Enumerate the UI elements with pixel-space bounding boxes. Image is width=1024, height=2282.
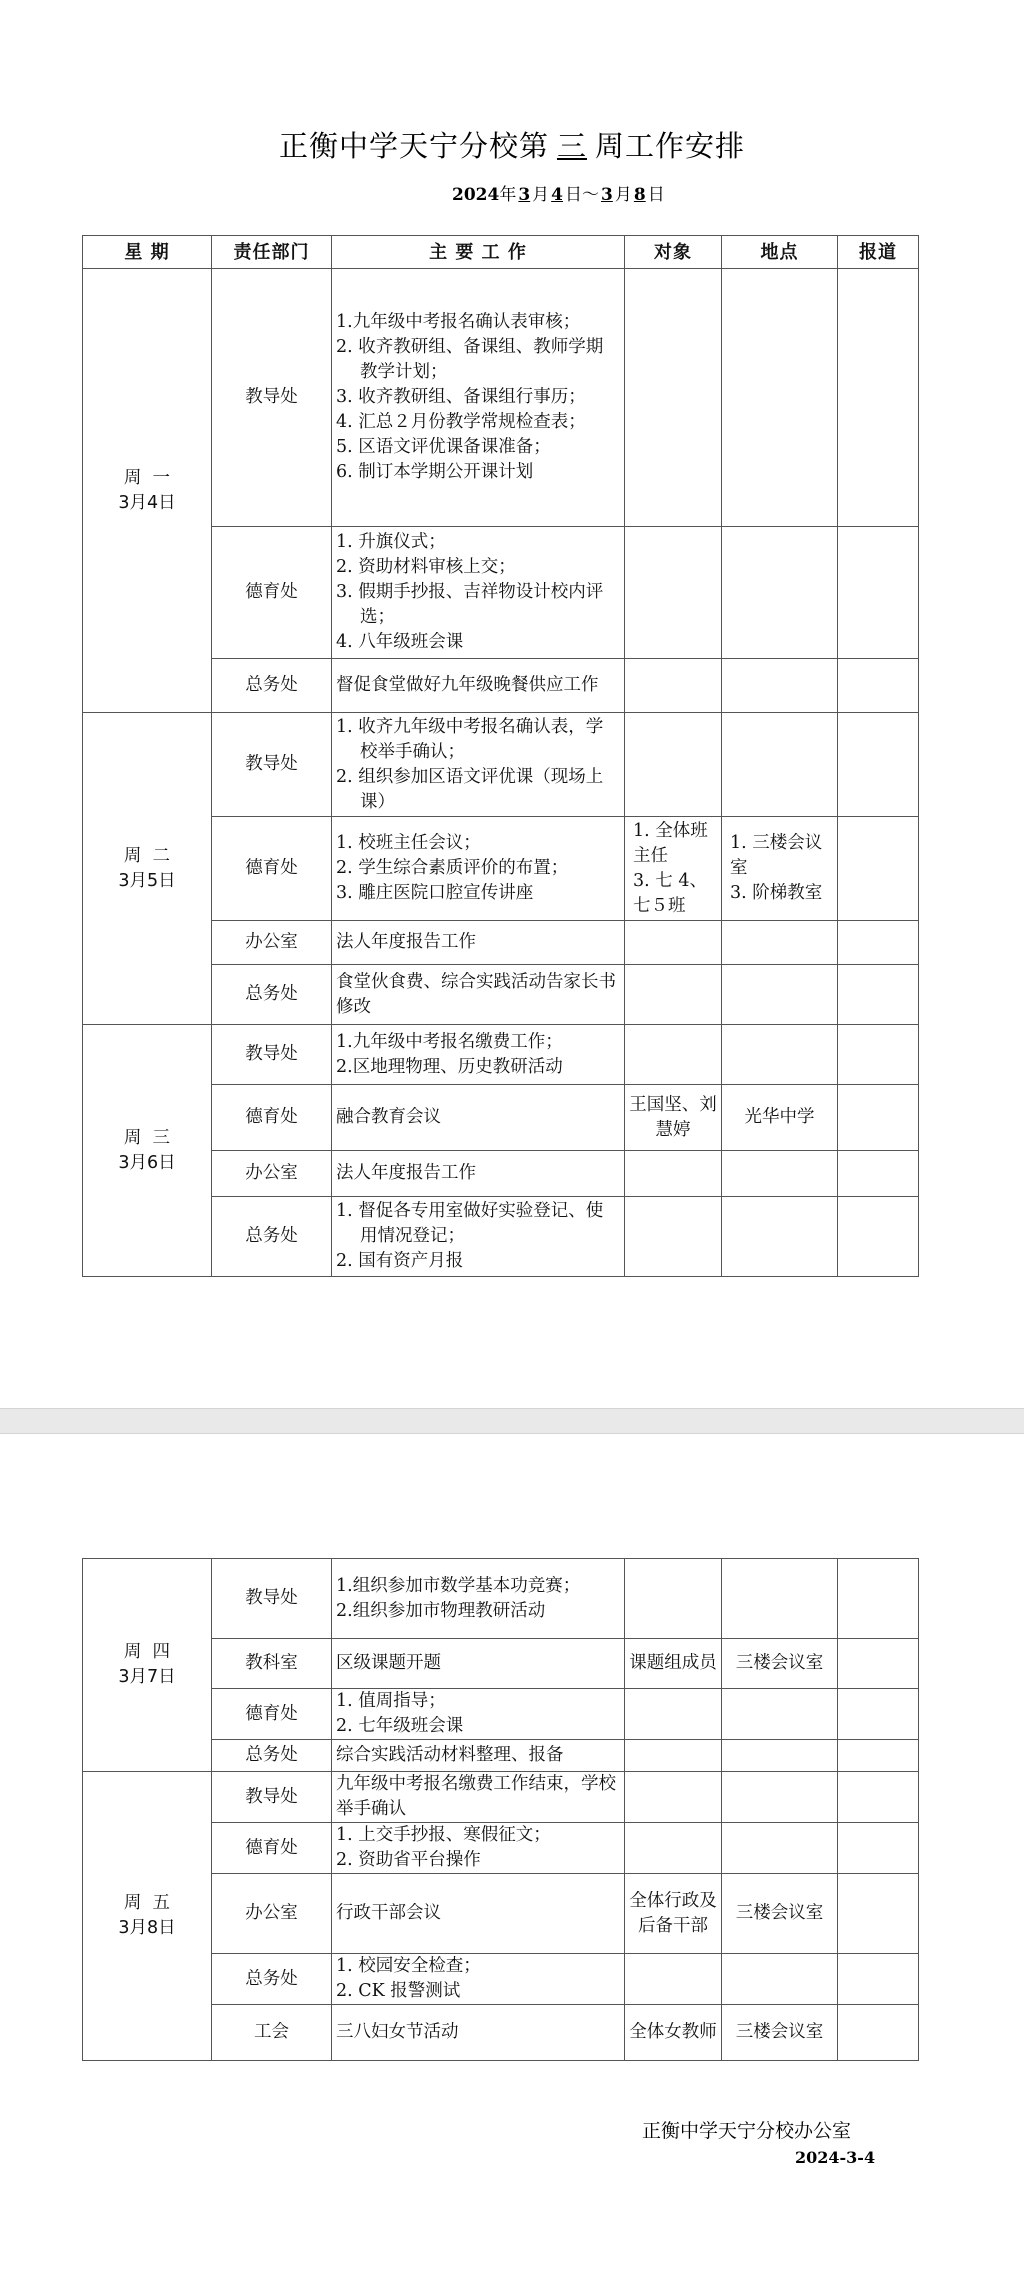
dept-cell: 教导处 [212,1025,332,1085]
target-cell [625,1823,722,1874]
work-item: 2. 组织参加区语文评优课（现场上课） [336,766,604,812]
document-title [0,124,1024,165]
work-cell [332,1085,625,1151]
report-cell [838,269,919,527]
work-cell [332,1559,625,1639]
place-cell [722,659,838,713]
target-cell [625,713,722,817]
report-cell [838,921,919,965]
target-cell [625,1151,722,1197]
dept-cell: 德育处 [212,1823,332,1874]
date-range [452,180,665,205]
day-group-mon [83,269,919,713]
date-end-month: 3 [601,185,613,205]
work-item: 1. 校班主任会议； [336,833,481,853]
work-item: 1.九年级中考报名缴费工作； [336,1031,563,1052]
report-cell [838,1197,919,1277]
target-cell [625,965,722,1025]
day-date: 3月4日 [118,492,176,513]
place-cell [722,1954,838,2005]
work-item: 九年级中考报名缴费工作结束，学校举手确认 [336,1774,616,1819]
report-cell [838,659,919,713]
work-item: 督促食堂做好九年级晚餐供应工作 [336,675,599,695]
report-cell [838,713,919,817]
place-cell [722,965,838,1025]
day-date: 3月6日 [118,1152,176,1173]
work-item: 6. 制订本学期公开课计划 [336,462,534,482]
work-item: 1. 上交手抄报、寒假征文； [336,1825,551,1845]
work-cell [332,1772,625,1823]
work-cell [332,1639,625,1689]
report-cell [838,1689,919,1740]
target-cell: 1. 全体班主任 3. 七 4、七５班 [625,817,722,921]
day-name: 周 五 [123,1893,171,1913]
work-item: 2.组织参加市物理教研活动 [336,1600,546,1621]
target-cell [625,1197,722,1277]
work-cell [332,527,625,659]
work-cell [332,1874,625,1954]
report-cell [838,1085,919,1151]
date-end-day: 8 [633,185,646,205]
dept-cell: 教导处 [212,269,332,527]
work-cell [332,1954,625,2005]
work-item: 2. CK 报警测试 [336,1981,461,2001]
work-item: 2. 资助省平台操作 [336,1850,481,1870]
work-item: 1. 督促各专用室做好实验登记、使用情况登记； [336,1201,604,1246]
work-item: 2. 学生综合素质评价的布置； [336,858,569,878]
report-cell [838,817,919,921]
place-cell [722,527,838,659]
target-cell [625,1772,722,1823]
date-yue2: 月 [614,185,632,205]
table-row [83,1772,919,1823]
header-report: 报道 [838,236,919,269]
work-item: 食堂伙食费、综合实践活动告家长书修改 [336,971,616,1017]
dept-cell: 教导处 [212,1772,332,1823]
target-cell [625,921,722,965]
place-cell: 1. 三楼会议室 3. 阶梯教室 [722,817,838,921]
place-cell [722,1823,838,1874]
table-row [83,1559,919,1639]
work-item: 综合实践活动材料整理、报备 [336,1745,564,1765]
day-cell [83,1025,212,1277]
work-item: 融合教育会议 [336,1107,441,1127]
target-cell [625,1954,722,2005]
target-cell: 王国坚、刘慧婷 [625,1085,722,1151]
work-item: 2. 七年级班会课 [336,1716,464,1736]
report-cell [838,1151,919,1197]
day-name: 周 四 [123,1642,171,1662]
day-group-fri [83,1772,919,2061]
place-cell [722,1559,838,1639]
target-cell [625,527,722,659]
target-cell [625,1689,722,1740]
place-cell [722,1197,838,1277]
work-item: 1. 校园安全检查； [336,1956,481,1976]
work-cell [332,817,625,921]
page-2 [0,1434,1024,2282]
work-item: 2. 资助材料审核上交； [336,557,516,577]
day-date: 3月5日 [118,870,176,891]
header-dept: 责任部门 [212,236,332,269]
report-cell [838,965,919,1025]
report-cell [838,1639,919,1689]
report-cell [838,1823,919,1874]
place-cell [722,1689,838,1740]
date-start-day: 4 [551,185,564,205]
dept-cell: 办公室 [212,1151,332,1197]
dept-cell: 办公室 [212,1874,332,1954]
date-nian: 年 [499,185,517,205]
report-cell [838,1025,919,1085]
header-place: 地点 [722,236,838,269]
dept-cell: 总务处 [212,1954,332,2005]
day-cell [83,1772,212,2061]
table-row [83,713,919,817]
day-name: 周 一 [123,467,171,488]
table-row [83,1025,919,1085]
footer-date: 2024-3-4 [795,2148,876,2167]
report-cell [838,1559,919,1639]
work-cell [332,659,625,713]
header-work: 主 要 工 作 [332,236,625,269]
date-ri1: 日～ [565,185,600,205]
target-cell: 全体行政及后备干部 [625,1874,722,1954]
work-cell [332,1151,625,1197]
work-item: 2. 收齐教研组、备课组、教师学期教学计划； [336,337,604,382]
day-name: 周 三 [123,1127,171,1148]
date-year: 2024 [452,185,500,205]
date-yue1: 月 [532,185,550,205]
dept-cell: 教导处 [212,713,332,817]
work-item: 4. 八年级班会课 [336,632,464,652]
work-item: 法人年度报告工作 [336,1163,476,1183]
work-cell [332,1025,625,1085]
target-cell [625,1025,722,1085]
report-cell [838,527,919,659]
day-group-wed [83,1025,919,1277]
table-row [83,269,919,527]
dept-cell: 总务处 [212,1197,332,1277]
date-ri2: 日 [647,185,665,205]
place-cell: 三楼会议室 [722,2005,838,2061]
work-item: 2.区地理物理、历史教研活动 [336,1056,563,1077]
work-cell [332,713,625,817]
target-cell [625,1740,722,1772]
schedule-table-page1 [82,235,919,1277]
title-prefix: 正衡中学天宁分校第 [278,129,549,163]
target-cell: 全体女教师 [625,2005,722,2061]
report-cell [838,1954,919,2005]
header-day: 星 期 [83,236,212,269]
dept-cell: 德育处 [212,817,332,921]
place-cell [722,1151,838,1197]
work-item: 三八妇女节活动 [336,2022,459,2042]
page-separator [0,1408,1024,1434]
target-cell [625,269,722,527]
day-cell [83,713,212,1025]
work-item: 1.九年级中考报名确认表审核； [336,312,581,332]
place-cell [722,1025,838,1085]
work-item: 5. 区语文评优课备课准备； [336,437,551,457]
work-item: 3. 假期手抄报、吉祥物设计校内评选； [336,582,604,627]
schedule-table-page2 [82,1558,919,2061]
work-item: 法人年度报告工作 [336,932,476,952]
work-item: 3. 雕庄医院口腔宣传讲座 [336,883,534,903]
header-target: 对象 [625,236,722,269]
day-group-tue [83,713,919,1025]
day-date: 3月7日 [118,1667,176,1687]
target-cell [625,659,722,713]
date-start-month: 3 [518,185,531,205]
dept-cell: 办公室 [212,921,332,965]
place-cell [722,269,838,527]
dept-cell: 总务处 [212,659,332,713]
work-cell [332,1689,625,1740]
place-cell: 三楼会议室 [722,1639,838,1689]
work-cell [332,1197,625,1277]
dept-cell: 德育处 [212,1689,332,1740]
work-cell [332,965,625,1025]
work-cell [332,1740,625,1772]
footer-office: 正衡中学天宁分校办公室 [642,2120,852,2142]
place-cell [722,1740,838,1772]
work-item: 区级课题开题 [336,1653,441,1673]
day-cell [83,269,212,713]
work-item: 1. 收齐九年级中考报名确认表，学校举手确认； [336,716,604,762]
target-cell: 课题组成员 [625,1639,722,1689]
dept-cell: 德育处 [212,1085,332,1151]
dept-cell: 工会 [212,2005,332,2061]
work-cell [332,2005,625,2061]
work-item: 2. 国有资产月报 [336,1251,464,1271]
work-cell [332,1823,625,1874]
place-cell: 三楼会议室 [722,1874,838,1954]
report-cell [838,1772,919,1823]
work-item: 1. 升旗仪式； [336,532,446,552]
report-cell [838,2005,919,2061]
report-cell [838,1874,919,1954]
work-cell [332,921,625,965]
dept-cell: 教科室 [212,1639,332,1689]
report-cell [838,1740,919,1772]
title-suffix: 周工作安排 [595,129,746,163]
table-header-row [83,236,919,269]
dept-cell: 德育处 [212,527,332,659]
dept-cell: 总务处 [212,965,332,1025]
day-date: 3月8日 [118,1918,176,1938]
place-cell [722,1772,838,1823]
day-group-thu [83,1559,919,1772]
place-cell [722,713,838,817]
dept-cell: 总务处 [212,1740,332,1772]
day-name: 周 二 [123,845,171,866]
target-cell [625,1559,722,1639]
work-item: 1.组织参加市数学基本功竞赛； [336,1575,581,1596]
work-item: 3. 收齐教研组、备课组行事历； [336,387,586,407]
dept-cell: 教导处 [212,1559,332,1639]
week-number: 三 [556,129,587,163]
day-cell [83,1559,212,1772]
place-cell: 光华中学 [722,1085,838,1151]
place-cell [722,921,838,965]
work-item: 4. 汇总２月份教学常规检查表； [336,412,586,432]
work-item: 行政干部会议 [336,1903,441,1923]
work-cell [332,269,625,527]
work-item: 1. 值周指导； [336,1691,446,1711]
